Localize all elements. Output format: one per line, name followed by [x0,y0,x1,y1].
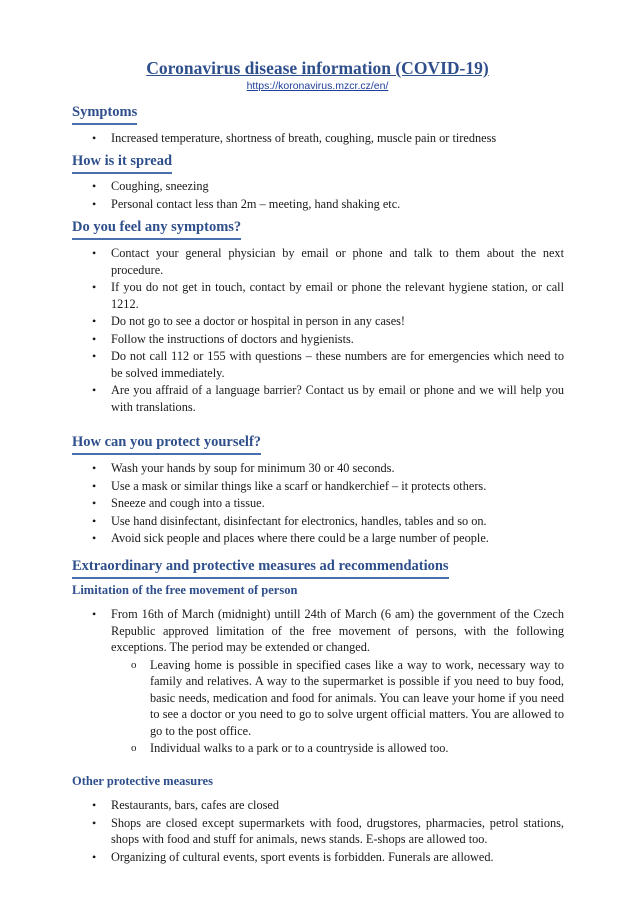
heading-symptoms: Symptoms [72,103,137,125]
bullet-icon: • [92,314,97,328]
list-item: • Coughing, sneezing [92,179,209,193]
bullet-icon: • [92,383,97,397]
bullet-icon: • [92,478,97,493]
bullet-icon: • [92,531,97,545]
list-item: • Sneeze and cough into a tissue. [92,496,265,510]
spread-list [0,178,635,213]
bullet-icon: • [92,131,97,145]
subheading-limitation: Limitation of the free movement of person [72,583,298,597]
bullet-icon: • [92,815,97,830]
symptoms-list [0,130,635,148]
sub-bullet-icon: o [131,742,137,754]
heading-spread: How is it spread [72,152,172,174]
list-item: • From 16th of March (midnight) untill 24th of March (6 am) the government of the Czech Republic approved limitation of the free movement of persons, with the following exceptions. The period may be extended or changed. [92,607,564,654]
source-link[interactable]: https://koronavirus.mzcr.cz/en/ [246,80,389,92]
heading-feel-symptoms: Do you feel any symptoms? [72,218,241,240]
limitation-list [0,606,635,758]
other-measures-list [0,797,635,866]
list-item: • Contact your general physician by email or phone and talk to them about the next procedure. [92,246,564,277]
list-item: • If you do not get in touch, contact by email or phone the relevant hygiene station, or call 1212. [92,280,564,311]
bullet-icon: • [92,331,97,346]
bullet-icon: • [92,849,97,864]
sub-list-item: o Leaving home is possible in specified cases like a way to work, necessary way to family and relatives. A way to the supermarket is possible if you need to buy food, basic needs, medication and food for animals. You can leave your home if you need to see a doctor or you need to go to solve urgent official matters. You are allowed to go to the post office. [131,657,564,738]
list-item: • Organizing of cultural events, sport events is forbidden. Funerals are allowed. [92,849,494,864]
list-item: • Use a mask or similar things like a scarf or handkerchief – it protects others. [92,478,487,493]
list-item: • Increased temperature, shortness of breath, coughing, muscle pain or tiredness [92,131,497,145]
sub-list-item: o Individual walks to a park or to a countryside is allowed too. [131,741,449,755]
protect-list [0,460,635,548]
list-item: • Do not call 112 or 155 with questions – these numbers are for emergencies which need to be solved immediately. [92,349,564,380]
bullet-icon: • [92,349,97,363]
bullet-icon: • [92,513,97,528]
bullet-icon: • [92,280,97,294]
heading-protect: How can you protect yourself? [72,433,261,455]
list-item: • Follow the instructions of doctors and hygienists. [92,331,354,346]
list-item: • Shops are closed except supermarkets with food, drugstores, pharmacies, petrol stations, shops with food and stuff for animals, news stands. E-shops are allowed too. [92,815,564,846]
bullet-icon: • [92,179,97,193]
list-item: • Are you affraid of a language barrier? Contact us by email or phone and we will help you with translations. [92,383,564,414]
list-item: • Use hand disinfectant, disinfectant for electronics, handles, tables and so on. [92,513,487,528]
bullet-icon: • [92,246,97,260]
list-item: • Avoid sick people and places where there could be a large number of people. [92,531,489,545]
list-item: • Personal contact less than 2m – meeting, hand shaking etc. [92,196,401,211]
feel-symptoms-list [0,245,635,416]
bullet-icon: • [92,461,97,475]
subheading-other-measures: Other protective measures [72,774,213,788]
sub-bullet-icon: o [131,658,137,671]
bullet-icon: • [92,496,97,510]
page-title: Coronavirus disease information (COVID-19) [146,58,489,78]
list-item: • Restaurants, bars, cafes are closed [92,798,279,812]
bullet-icon: • [92,607,97,621]
list-item: • Do not go to see a doctor or hospital in person in any cases! [92,314,406,328]
bullet-icon: • [92,196,97,211]
list-item: • Wash your hands by soup for minimum 30 or 40 seconds. [92,461,395,475]
bullet-icon: • [92,798,97,812]
heading-measures: Extraordinary and protective measures ad recommendations [72,557,449,579]
